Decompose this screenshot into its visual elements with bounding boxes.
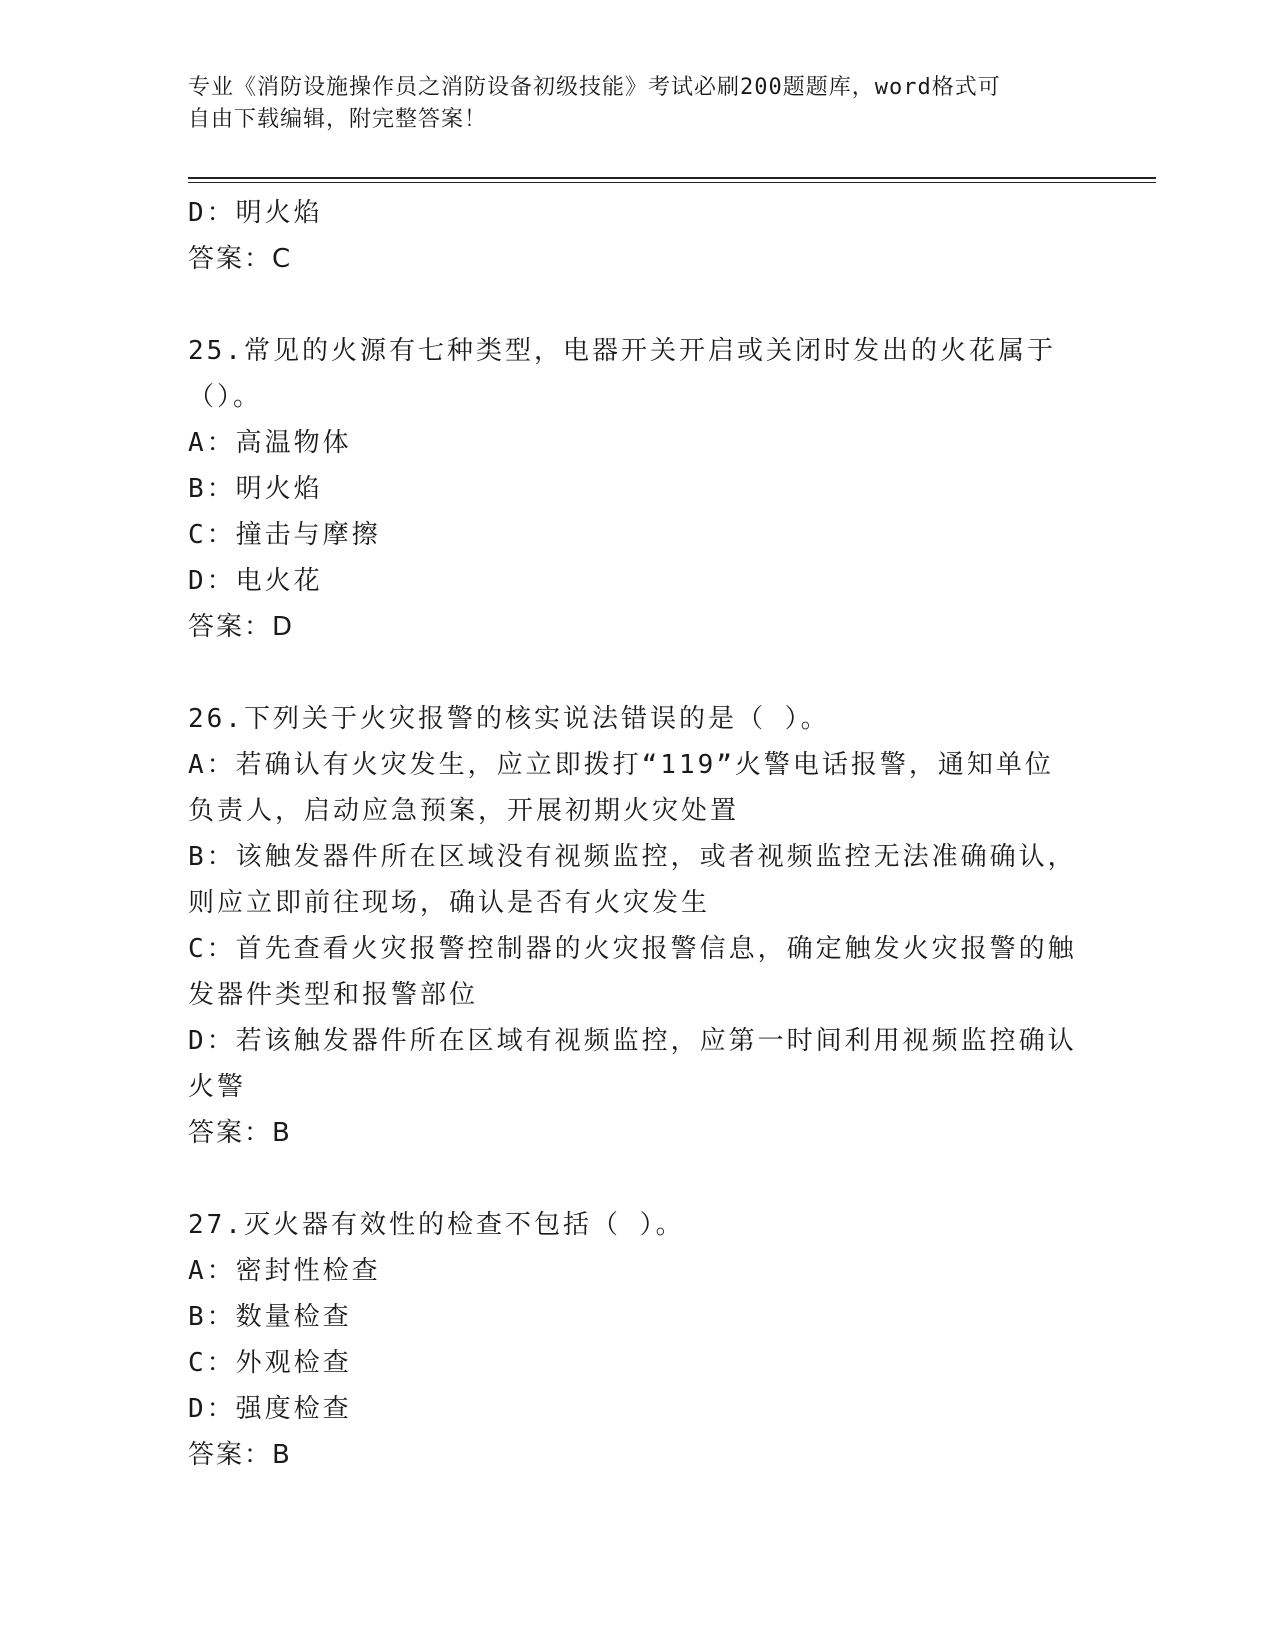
option-c: C：外观检查 [188, 1348, 352, 1378]
option-b: B：明火焰 [188, 474, 323, 504]
option-d: D：电火花 [188, 566, 323, 596]
document-body [188, 190, 1078, 1478]
option-a: A：密封性检查 [188, 1256, 381, 1286]
option-c: C：首先查看火灾报警控制器的火灾报警信息，确定触发火灾报警的触发器件类型和报警部位 [188, 934, 1077, 1010]
question-stem: 27.灭火器有效性的检查不包括（ ）。 [188, 1210, 685, 1240]
header-rule-thick [188, 177, 1156, 179]
spacer [188, 1156, 1078, 1202]
question-26 [188, 696, 1078, 1156]
prev-question-option-d: D：明火焰 [188, 198, 323, 228]
header-line-2: 自由下载编辑，附完整答案！ [188, 107, 488, 132]
question-27 [188, 1202, 1078, 1478]
question-stem: 25.常见的火源有七种类型，电器开关开启或关闭时发出的火花属于（）。 [188, 336, 1056, 412]
question-25 [188, 328, 1078, 650]
option-a: A：若确认有火灾发生，应立即拨打“119”火警电话报警，通知单位负责人，启动应急预案，开展初期火灾处置 [188, 750, 1054, 826]
answer: 答案：D [188, 612, 295, 642]
spacer [188, 282, 1078, 328]
header-rule-thin [188, 182, 1156, 183]
option-b: B：该触发器件所在区域没有视频监控，或者视频监控无法准确确认，则应立即前往现场，确认是否有火灾发生 [188, 842, 1077, 918]
answer: 答案：B [188, 1440, 292, 1470]
option-c: C：撞击与摩擦 [188, 520, 381, 550]
prev-question-answer: 答案：C [188, 244, 293, 274]
option-a: A：高温物体 [188, 428, 352, 458]
document-header [188, 72, 1068, 136]
option-d: D：若该触发器件所在区域有视频监控，应第一时间利用视频监控确认火警 [188, 1026, 1077, 1102]
option-d: D：强度检查 [188, 1394, 352, 1424]
option-b: B：数量检查 [188, 1302, 352, 1332]
spacer [188, 650, 1078, 696]
header-line-1: 专业《消防设施操作员之消防设备初级技能》考试必刷200题题库，word格式可 [188, 75, 1001, 100]
answer: 答案：B [188, 1118, 292, 1148]
question-stem: 26.下列关于火灾报警的核实说法错误的是（ ）。 [188, 704, 830, 734]
